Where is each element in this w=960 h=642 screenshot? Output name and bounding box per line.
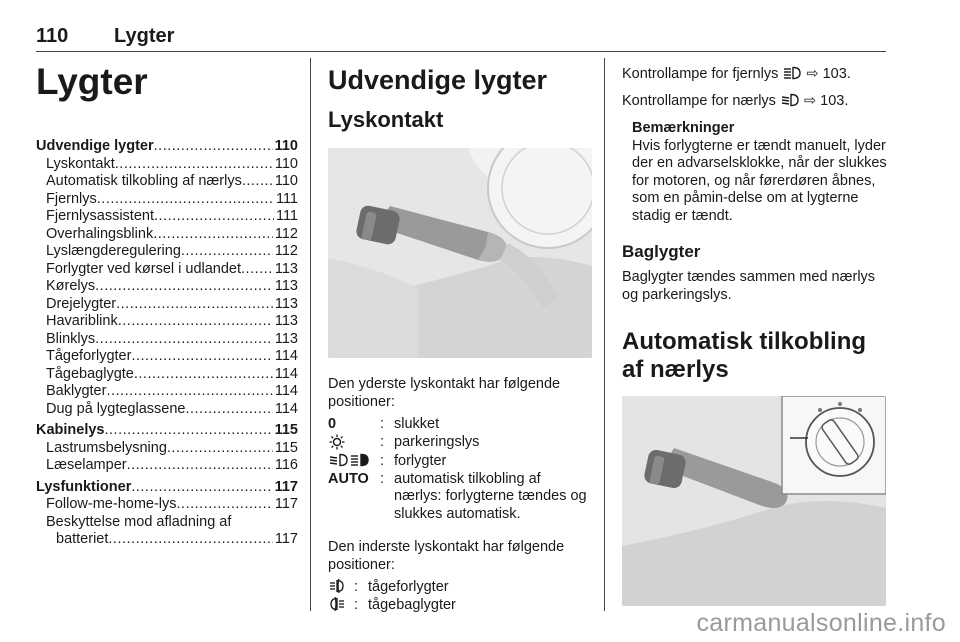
page-reference-arrow-icon: ⇨: [803, 92, 817, 109]
position-symbol-auto: AUTO: [328, 470, 369, 487]
toc-leader-dots: [95, 278, 273, 296]
page-reference-arrow-icon: ⇨: [806, 66, 819, 82]
toc-entry[interactable]: [36, 514, 298, 532]
toc-leader-dots: [242, 173, 273, 191]
list-item: : parkeringslys: [328, 434, 592, 454]
toc-leader-dots: [115, 156, 273, 174]
toc-entry-page: 112: [274, 243, 298, 259]
rear-fog-light-icon: [329, 597, 345, 611]
toc-entry-page: 112: [274, 225, 298, 242]
subsection-heading: Lyskontakt: [328, 107, 444, 132]
exterior-lights-section: [328, 64, 592, 614]
note-body: Hvis forlygterne er tændt manuelt, lyder der en advarselsklokke, når der slukkes for motoren, og når førerdøren åbnes, som en påmin-delse om at lygterne stadig er tændt.: [632, 137, 887, 224]
note-title: Bemærkninger: [632, 120, 735, 136]
auto-lights-heading: Automatisk tilkobling af nærlys: [622, 328, 867, 383]
toc-entry-page: 115: [274, 439, 298, 456]
front-fog-light-icon: [329, 579, 345, 593]
toc-entry-label: Lyskontakt: [46, 155, 115, 172]
toc-entry-label: Tågeforlygter: [46, 348, 132, 364]
toc-entry-label: Havariblink: [46, 313, 118, 329]
toc-entry-label: Kørelys: [46, 278, 96, 294]
high-beam-indicator-text: Kontrollampe for fjernlys ⇨ 103.: [622, 66, 851, 82]
toc-entry-label: Læselamper: [46, 457, 127, 473]
toc-leader-dots: [106, 383, 272, 401]
toc-entry[interactable]: [36, 457, 298, 475]
toc-entry-label: Blinklys: [46, 330, 96, 347]
toc-entry-page: 114: [274, 365, 298, 382]
toc-leader-dots: [105, 422, 273, 440]
inner-positions-list: [328, 579, 592, 614]
toc-leader-dots: [131, 479, 272, 497]
toc-entry-page: 113: [274, 313, 298, 329]
toc-leader-dots: [185, 401, 272, 419]
toc-entry[interactable]: [36, 226, 298, 244]
toc-entry-label: Baklygter: [46, 383, 107, 399]
running-title: Lygter: [114, 25, 175, 47]
toc-entry[interactable]: [36, 383, 298, 401]
chapter-toc: [36, 60, 298, 549]
outer-switch-intro: Den yderste lyskontakt har følgende positioner:: [328, 376, 561, 410]
toc-leader-dots: [153, 226, 273, 244]
toc-entry[interactable]: [36, 440, 298, 458]
page-header: [36, 24, 886, 52]
toc-entry[interactable]: [36, 173, 298, 191]
toc-entry-page: 115: [274, 422, 298, 438]
toc-entry[interactable]: [36, 331, 298, 349]
toc-entry-page: 113: [274, 295, 298, 312]
toc-entry-page: 110: [274, 173, 298, 189]
toc-entry-page: 113: [274, 278, 298, 294]
toc-entry[interactable]: [36, 296, 298, 314]
high-beam-icon: [783, 66, 801, 80]
toc-leader-dots: [154, 208, 274, 226]
toc-entry-label: Kabinelys: [36, 422, 105, 438]
page-number: 110: [36, 25, 69, 47]
toc-entry-label: Dug på lygteglassene: [46, 400, 186, 417]
toc-entry-label: batteriet: [56, 531, 109, 547]
toc-entry-label: Lyslængderegulering: [46, 243, 181, 259]
toc-entry-label: Beskyttelse mod afladning af: [46, 513, 232, 530]
toc-entry[interactable]: [36, 348, 298, 366]
toc-entry-section[interactable]: [36, 479, 298, 497]
toc-entry-label: Automatisk tilkobling af nærlys: [46, 173, 242, 189]
toc-entry[interactable]: [36, 191, 298, 209]
toc-leader-dots: [181, 243, 273, 261]
list-item: : tågeforlygter: [328, 579, 592, 597]
note-box: [622, 120, 888, 225]
toc-leader-dots: [134, 366, 273, 384]
toc-entry[interactable]: [36, 243, 298, 261]
toc-list: [36, 138, 298, 549]
toc-entry-label: Udvendige lygter: [36, 138, 154, 154]
toc-leader-dots: [177, 496, 273, 514]
toc-entry-section[interactable]: [36, 138, 298, 156]
toc-leader-dots: [167, 440, 273, 458]
toc-entry-page: 113: [274, 260, 298, 277]
toc-entry-page: 114: [274, 383, 298, 399]
toc-entry-label: Tågebaglygte: [46, 365, 134, 382]
toc-entry-label: Follow-me-home-lys: [46, 496, 177, 512]
toc-leader-dots: [97, 191, 274, 209]
chapter-title: Lygter: [36, 61, 148, 102]
watermark: carmanualsonline.info: [696, 609, 946, 637]
toc-leader-dots: [131, 348, 272, 366]
toc-entry-page: 117: [274, 496, 298, 512]
toc-entry-label: Lastrumsbelysning: [46, 439, 167, 456]
position-symbol-off: 0: [328, 416, 337, 432]
toc-entry[interactable]: [36, 366, 298, 384]
toc-entry-page: 111: [275, 208, 298, 224]
toc-entry[interactable]: [36, 401, 298, 419]
auto-light-switch-illustration: [622, 396, 886, 606]
toc-entry[interactable]: [36, 156, 298, 174]
light-switch-drawing: [328, 148, 592, 358]
toc-leader-dots: [241, 261, 273, 279]
rear-lights-heading: Baglygter: [622, 242, 701, 261]
toc-leader-dots: [95, 331, 273, 349]
column-divider: [604, 58, 605, 611]
toc-entry-label: Fjernlysassistent: [46, 208, 154, 224]
toc-entry-label: Overhalingsblink: [46, 225, 154, 242]
toc-entry-page: 113: [274, 330, 298, 347]
list-item: AUTO : automatisk tilkobling af nærlys: forlygterne tændes og slukkes automatisk.: [328, 470, 587, 522]
headlight-pair-icon: [329, 453, 369, 467]
toc-entry-label: Drejelygter: [46, 295, 117, 312]
toc-leader-dots: [108, 531, 272, 549]
list-item: 0 : slukket: [328, 416, 440, 432]
low-beam-indicator-text: Kontrollampe for nærlys ⇨ 103.: [622, 92, 849, 109]
list-item: : tågebaglygter: [328, 597, 592, 615]
toc-entry-label: Fjernlys: [46, 190, 97, 207]
toc-entry[interactable]: [36, 496, 298, 514]
toc-entry-section[interactable]: [36, 422, 298, 440]
parking-light-icon: [329, 434, 345, 450]
outer-positions-list: [328, 416, 592, 523]
toc-leader-dots: [116, 296, 273, 314]
list-item: : forlygter: [328, 453, 592, 471]
toc-entry-label: Lysfunktioner: [36, 478, 132, 495]
toc-entry-page: 110: [274, 138, 298, 154]
toc-entry-page: 116: [274, 457, 298, 473]
toc-entry[interactable]: [36, 531, 298, 549]
toc-entry-page: 117: [274, 478, 298, 495]
indicator-and-rear-lights-section: [622, 66, 888, 606]
toc-leader-dots: [127, 457, 273, 475]
toc-leader-dots: [118, 313, 273, 331]
rear-lights-body: Baglygter tændes sammen med nærlys og parkeringslys.: [622, 269, 876, 303]
light-switch-illustration: [328, 148, 592, 358]
auto-switch-drawing: [622, 396, 886, 606]
inner-switch-intro: Den inderste lyskontakt har følgende positioner:: [328, 539, 565, 573]
column-divider: [310, 58, 311, 611]
toc-entry-page: 114: [274, 400, 298, 417]
toc-entry[interactable]: [36, 208, 298, 226]
toc-entry-page: 117: [274, 531, 298, 547]
toc-entry[interactable]: [36, 313, 298, 331]
toc-entry-page: 111: [275, 190, 298, 207]
low-beam-icon: [781, 93, 799, 107]
toc-entry-label: Forlygter ved kørsel i udlandet: [46, 260, 242, 277]
toc-leader-dots: [154, 138, 273, 156]
toc-entry-page: 114: [274, 348, 298, 364]
toc-entry-page: 110: [274, 155, 298, 172]
toc-entry[interactable]: [36, 261, 298, 279]
toc-entry[interactable]: [36, 278, 298, 296]
section-heading: Udvendige lygter: [328, 65, 548, 95]
